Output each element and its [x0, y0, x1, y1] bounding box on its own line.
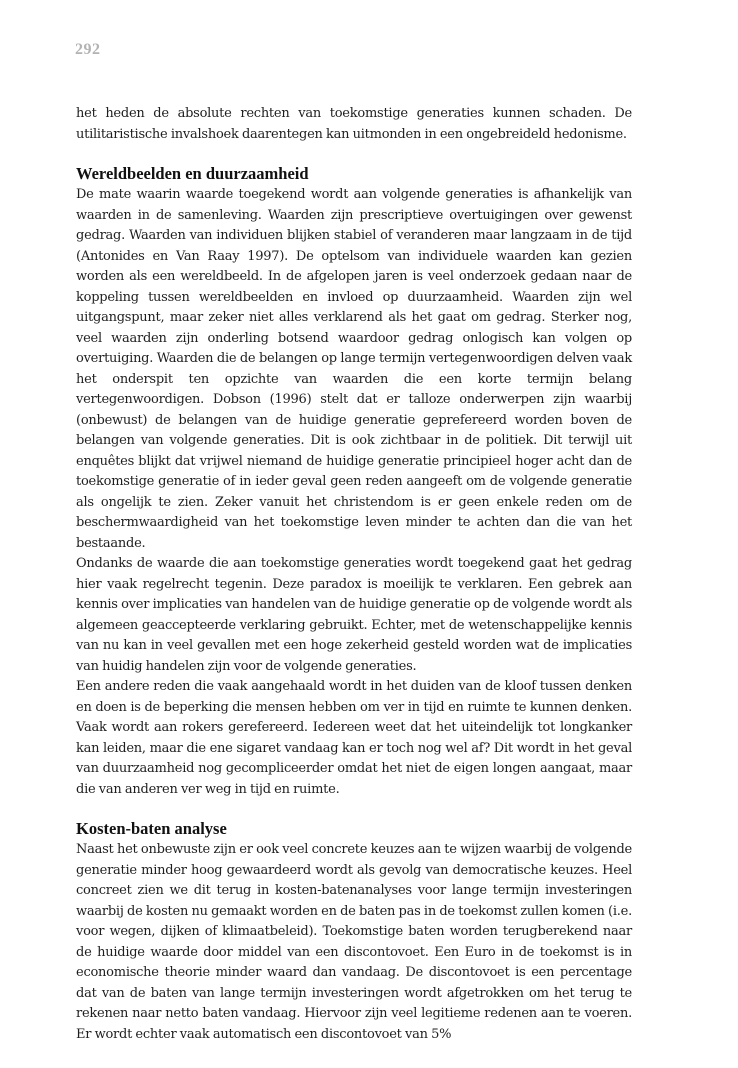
page-number: 292: [75, 41, 101, 58]
intro-paragraph: het heden de absolute rechten van toekomstige generaties kunnen schaden. De utilitaristische invalshoek daarentegen kan uitmonden in een ongebreideld hedonisme.: [76, 106, 632, 142]
section-wereldbeelden: [76, 164, 632, 800]
body-paragraph: Ondanks de waarde die aan toekomstige generaties wordt toegekend gaat het gedrag hier vaak regelrecht tegenin. Deze paradox is moeilijk te verklaren. Een gebrek aan kennis over implicaties van handelen van de huidige generatie op de volgende wordt als algemeen geaccepteerde verklaring gebruikt. Echter, met de wetenschappelijke kennis van nu kan in veel gevallen met een hoge zekerheid gesteld worden wat de implicaties van huidig handelen zijn voor de volgende generaties.: [76, 556, 632, 674]
body-paragraph: Een andere reden die vaak aangehaald wordt in het duiden van de kloof tussen denken en doen is de beperking die mensen hebben om ver in tijd en ruimte te kunnen denken. Vaak wordt aan rokers gerefereerd. Iedereen weet dat het uiteindelijk tot longkanker kan leiden, maar die ene sigaret vandaag kan er toch nog wel af? Dit wordt in het geval van duurzaamheid nog gecompliceerder omdat het niet de eigen longen aangaat, maar die van anderen ver weg in tijd en ruimte.: [76, 679, 632, 797]
section-heading: Wereldbeelden en duurzaamheid: [76, 164, 309, 183]
body-paragraph: Naast het onbewuste zijn er ook veel concrete keuzes aan te wijzen waarbij de volgende generatie minder hoog gewaardeerd wordt als gevolg van democratische keuzes. Heel concreet zien we dit terug in kosten-batenanalyses voor lange termijn investeringen waarbij de kosten nu gemaakt worden en de baten pas in de toekomst zullen komen (i.e. voor wegen, dijken of klimaatbeleid). Toekomstige baten worden terugberekend naar de huidige waarde door middel van een discontovoet. Een Euro in de toekomst is in economische theorie minder waard dan vandaag. De discontovoet is een percentage dat van de baten van lange termijn investeringen wordt afgetrokken om het terug te rekenen naar netto baten vandaag. Hiervoor zijn veel legitieme redenen aan te voeren. Er wordt echter vaak automatisch een discontovoet van 5%: [76, 842, 632, 1042]
section-heading: Kosten-baten analyse: [76, 819, 227, 838]
body-paragraph: De mate waarin waarde toegekend wordt aan volgende generaties is afhankelijk van waarden in de samenleving. Waarden zijn prescriptieve overtuigingen over gewenst gedrag. Waarden van individuen blijken stabiel of veranderen maar langzaam in de tijd (Antonides en Van Raay 1997). De optelsom van individuele waarden kan gezien worden als een wereldbeeld. In de afgelopen jaren is veel onderzoek gedaan naar de koppeling tussen wereldbeelden en invloed op duurzaamheid. Waarden zijn wel uitgangspunt, maar zeker niet alles verklarend als het gaat om gedrag. Sterker nog, veel waarden zijn onderling botsend waardoor gedrag onlogisch kan volgen op overtuiging. Waarden die de belangen op lange termijn vertegenwoordigen delven vaak het onderspit ten opzichte van waarden die een korte termijn belang vertegenwoordigen. Dobson (1996) stelt dat er talloze onderwerpen zijn waarbij (onbewust) de belangen van de huidige generatie geprefereerd worden boven de belangen van volgende generaties. Dit is ook zichtbaar in de politiek. Dit terwijl uit enquêtes blijkt dat vrijwel niemand de huidige generatie principieel hoger acht dan de toekomstige generatie of in ieder geval geen reden aangeeft om de volgende generatie als ongelijk te zien. Zeker vanuit het christendom is er geen enkele reden om de beschermwaardigheid van het toekomstige leven minder te achten dan die van het bestaande.: [76, 187, 632, 551]
section-kosten-baten: [76, 819, 632, 1045]
page-body: [76, 104, 632, 1045]
